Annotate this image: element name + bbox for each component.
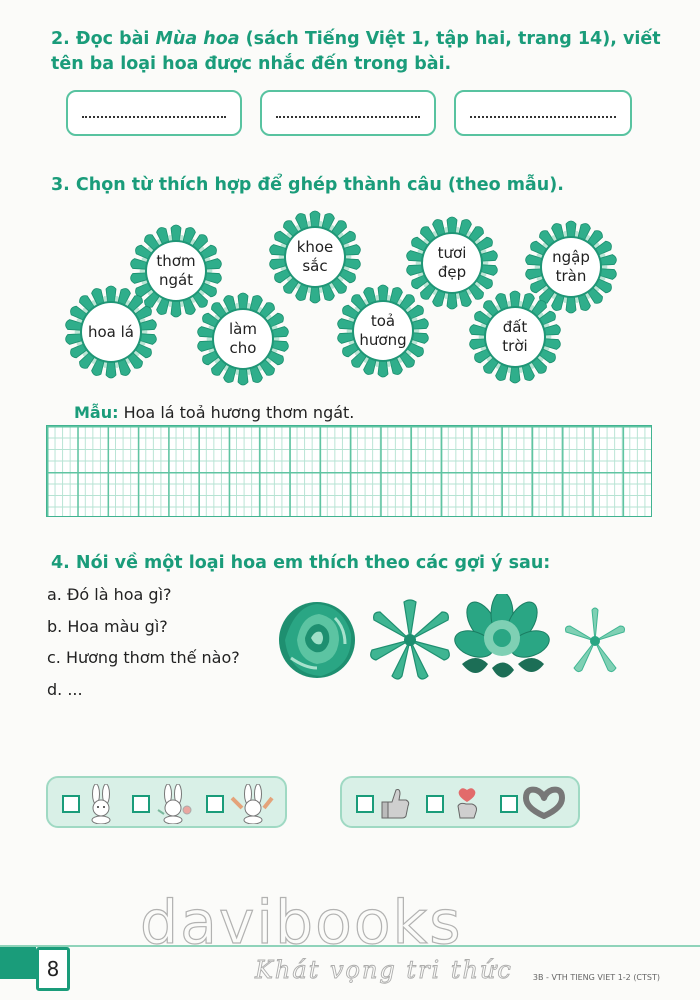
word-flower-label: toả hương: [359, 312, 407, 349]
thumbs-up-icon: [380, 784, 410, 822]
page-number: 8: [36, 947, 70, 991]
book-code: 3B - VTH TIENG VIET 1-2 (CTST): [532, 973, 660, 982]
prompt-c: c. Hương thơm thế nào?: [47, 648, 240, 667]
word-flower-label: hoa lá: [87, 322, 134, 341]
orchid-image: [560, 606, 630, 676]
answer-line-3: [470, 106, 616, 118]
answer-box-1[interactable]: [66, 90, 242, 136]
section-4-heading: 4. Nói về một loại hoa em thích theo các gợi ý sau:: [51, 553, 551, 573]
answer-box-2[interactable]: [260, 90, 436, 136]
prompt-d: d. ...: [47, 680, 83, 699]
word-flower-lam-cho[interactable]: [194, 290, 292, 388]
answer-line-1: [82, 106, 226, 118]
answer-line-2: [276, 106, 420, 118]
section-2-title-post: (sách Tiếng Việt 1, tập hai, trang 14), viết: [239, 29, 661, 49]
watermark-brand: davibooks: [140, 888, 463, 958]
word-flower-label: khoe sắc: [296, 238, 334, 275]
section-2-title-line2: tên ba loại hoa được nhắc đến trong bài.: [51, 54, 452, 74]
chrysanthemum-image: [452, 594, 552, 686]
peer-rating-strip: [340, 776, 580, 828]
section-2-title-pre: 2. Đọc bài: [51, 29, 156, 49]
watermark-slogan: Khát vọng tri thức: [255, 956, 513, 984]
finger-heart-icon: [450, 784, 484, 822]
peer-checkbox-3[interactable]: [500, 795, 518, 813]
hand-heart-icon: [522, 784, 566, 822]
rating-checkbox-1[interactable]: [62, 795, 80, 813]
rating-checkbox-2[interactable]: [132, 795, 150, 813]
bunny-icon: [86, 784, 116, 824]
writing-grid[interactable]: [46, 425, 652, 517]
example-label: Mẫu:: [74, 403, 119, 422]
example-text: Hoa lá toả hương thơm ngát.: [118, 403, 355, 422]
word-flower-hoa-la[interactable]: [62, 283, 160, 381]
word-flower-label: thơm ngát: [156, 252, 196, 289]
answer-box-3[interactable]: [454, 90, 632, 136]
word-flower-label: tươi đẹp: [437, 244, 467, 281]
self-rating-strip: [46, 776, 287, 828]
peer-checkbox-2[interactable]: [426, 795, 444, 813]
word-flower-dat-troi[interactable]: [466, 288, 564, 386]
section-2-heading: [51, 27, 671, 77]
section-2-title-italic: Mùa hoa: [155, 29, 240, 49]
page-tab: [0, 947, 36, 979]
peer-checkbox-1[interactable]: [356, 795, 374, 813]
word-flower-label: ngập tràn: [552, 248, 590, 285]
prompt-b: b. Hoa màu gì?: [47, 617, 168, 636]
example-sentence: [74, 403, 354, 422]
bunny-with-flower-icon: [154, 784, 194, 824]
section-3-heading: 3. Chọn từ thích hợp để ghép thành câu (theo mẫu).: [51, 175, 564, 195]
word-flower-label: làm cho: [229, 320, 257, 357]
bunny-with-carrots-icon: [230, 784, 274, 824]
prompt-a: a. Đó là hoa gì?: [47, 585, 172, 604]
word-flower-label: đất trời: [502, 318, 528, 355]
rose-image: [275, 598, 359, 682]
lily-image: [364, 598, 456, 682]
word-flower-toa-huong[interactable]: [334, 282, 432, 380]
rating-checkbox-3[interactable]: [206, 795, 224, 813]
